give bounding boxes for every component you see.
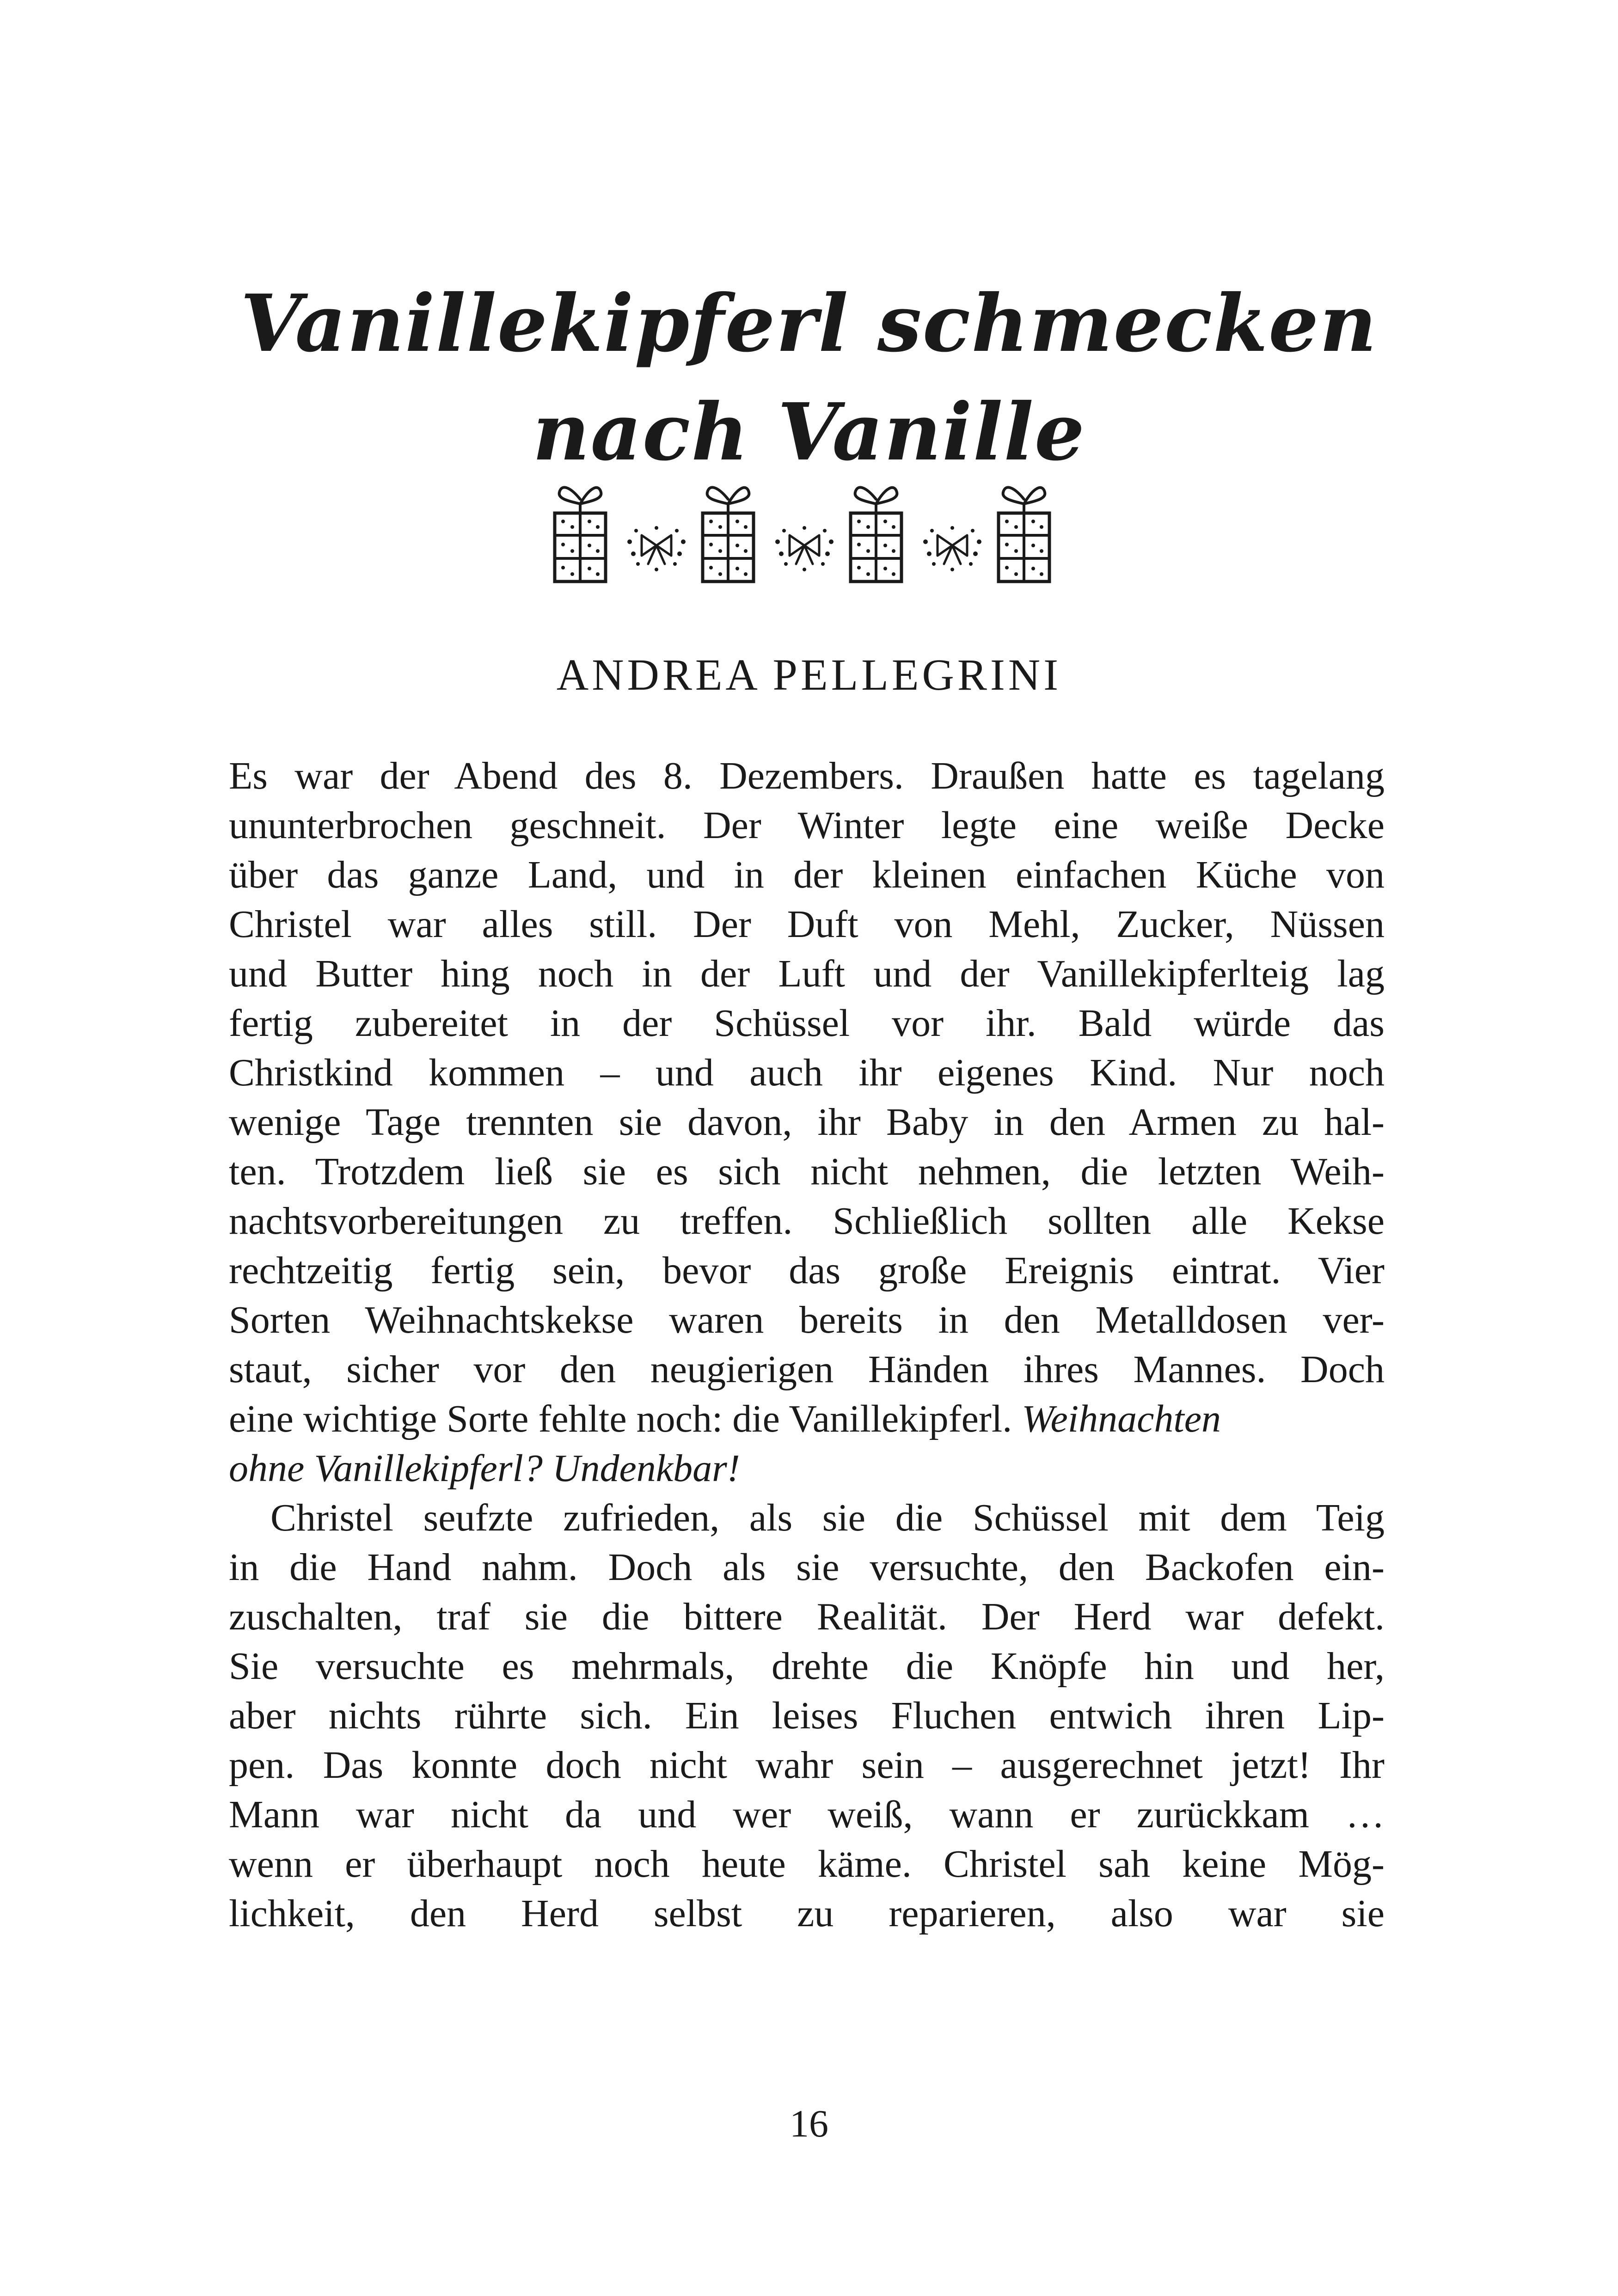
italic-fragment: Weihnachten bbox=[1022, 1397, 1221, 1440]
gift-ornament bbox=[545, 481, 1063, 587]
italic-text-line: ohne Vanillekipferl? Undenkbar! bbox=[229, 1447, 740, 1490]
text-line: fertig zubereitet in der Schüssel vor ihr. Bald würde das bbox=[229, 1002, 1385, 1045]
text-line: aber nichts rührte sich. Ein leises Fluchen entwich ihren Lip- bbox=[229, 1694, 1385, 1737]
text-line: über das ganze Land, und in der kleinen einfachen Küche von bbox=[229, 853, 1385, 896]
text-line: staut, sicher vor den neugierigen Händen ihres Mannes. Doch bbox=[229, 1348, 1385, 1391]
text-line: ten. Trotzdem ließ sie es sich nicht nehmen, die letzten Weih- bbox=[229, 1150, 1385, 1193]
text-line: pen. Das konnte doch nicht wahr sein – ausgerechnet jetzt! Ihr bbox=[229, 1744, 1385, 1787]
story-text bbox=[229, 751, 1385, 1938]
text-line: wenige Tage trennten sie davon, ihr Baby in den Armen zu hal- bbox=[229, 1101, 1385, 1144]
text-fragment: eine wichtige Sorte fehlte noch: die Vanillekipferl. bbox=[229, 1397, 1012, 1440]
chapter-title-line-1: Vanillekipferl schmecken bbox=[240, 277, 1378, 370]
text-line: wenn er überhaupt noch heute käme. Christel sah keine Mög- bbox=[229, 1843, 1385, 1886]
text-line: Es war der Abend des 8. Dezembers. Draußen hatte es tagelang bbox=[229, 754, 1385, 797]
text-line: Sorten Weihnachtskekse waren bereits in den Metalldosen ver- bbox=[229, 1298, 1385, 1341]
chapter-title-line-2: nach Vanille bbox=[533, 386, 1085, 478]
text-line: ununterbrochen geschneit. Der Winter legte eine weiße Decke bbox=[229, 804, 1385, 847]
text-line: Sie versuchte es mehrmals, drehte die Knöpfe hin und her, bbox=[229, 1645, 1385, 1688]
author-name: ANDREA PELLEGRINI bbox=[556, 650, 1062, 699]
text-line: und Butter hing noch in der Luft und der Vanillekipferlteig lag bbox=[229, 952, 1385, 995]
text-line: lichkeit, den Herd selbst zu reparieren, also war sie bbox=[229, 1892, 1385, 1935]
text-line: Christkind kommen – und auch ihr eigenes Kind. Nur noch bbox=[229, 1051, 1385, 1094]
text-line: nachtsvorbereitungen zu treffen. Schließlich sollten alle Kekse bbox=[229, 1200, 1385, 1243]
text-line-mixed bbox=[229, 1394, 1385, 1444]
text-line: rechtzeitig fertig sein, bevor das große Ereignis eintrat. Vier bbox=[229, 1249, 1385, 1292]
text-line: zuschalten, traf sie die bittere Realität. Der Herd war defekt. bbox=[229, 1595, 1385, 1638]
text-line: Christel war alles still. Der Duft von Mehl, Zucker, Nüssen bbox=[229, 903, 1385, 946]
text-line: in die Hand nahm. Doch als sie versuchte, den Backofen ein- bbox=[229, 1546, 1385, 1589]
text-line: Mann war nicht da und wer weiß, wann er zurückkam … bbox=[229, 1793, 1385, 1836]
page-number: 16 bbox=[790, 2102, 828, 2145]
paragraph-start-line: Christel seufzte zufrieden, als sie die Schüssel mit dem Teig bbox=[270, 1496, 1385, 1539]
